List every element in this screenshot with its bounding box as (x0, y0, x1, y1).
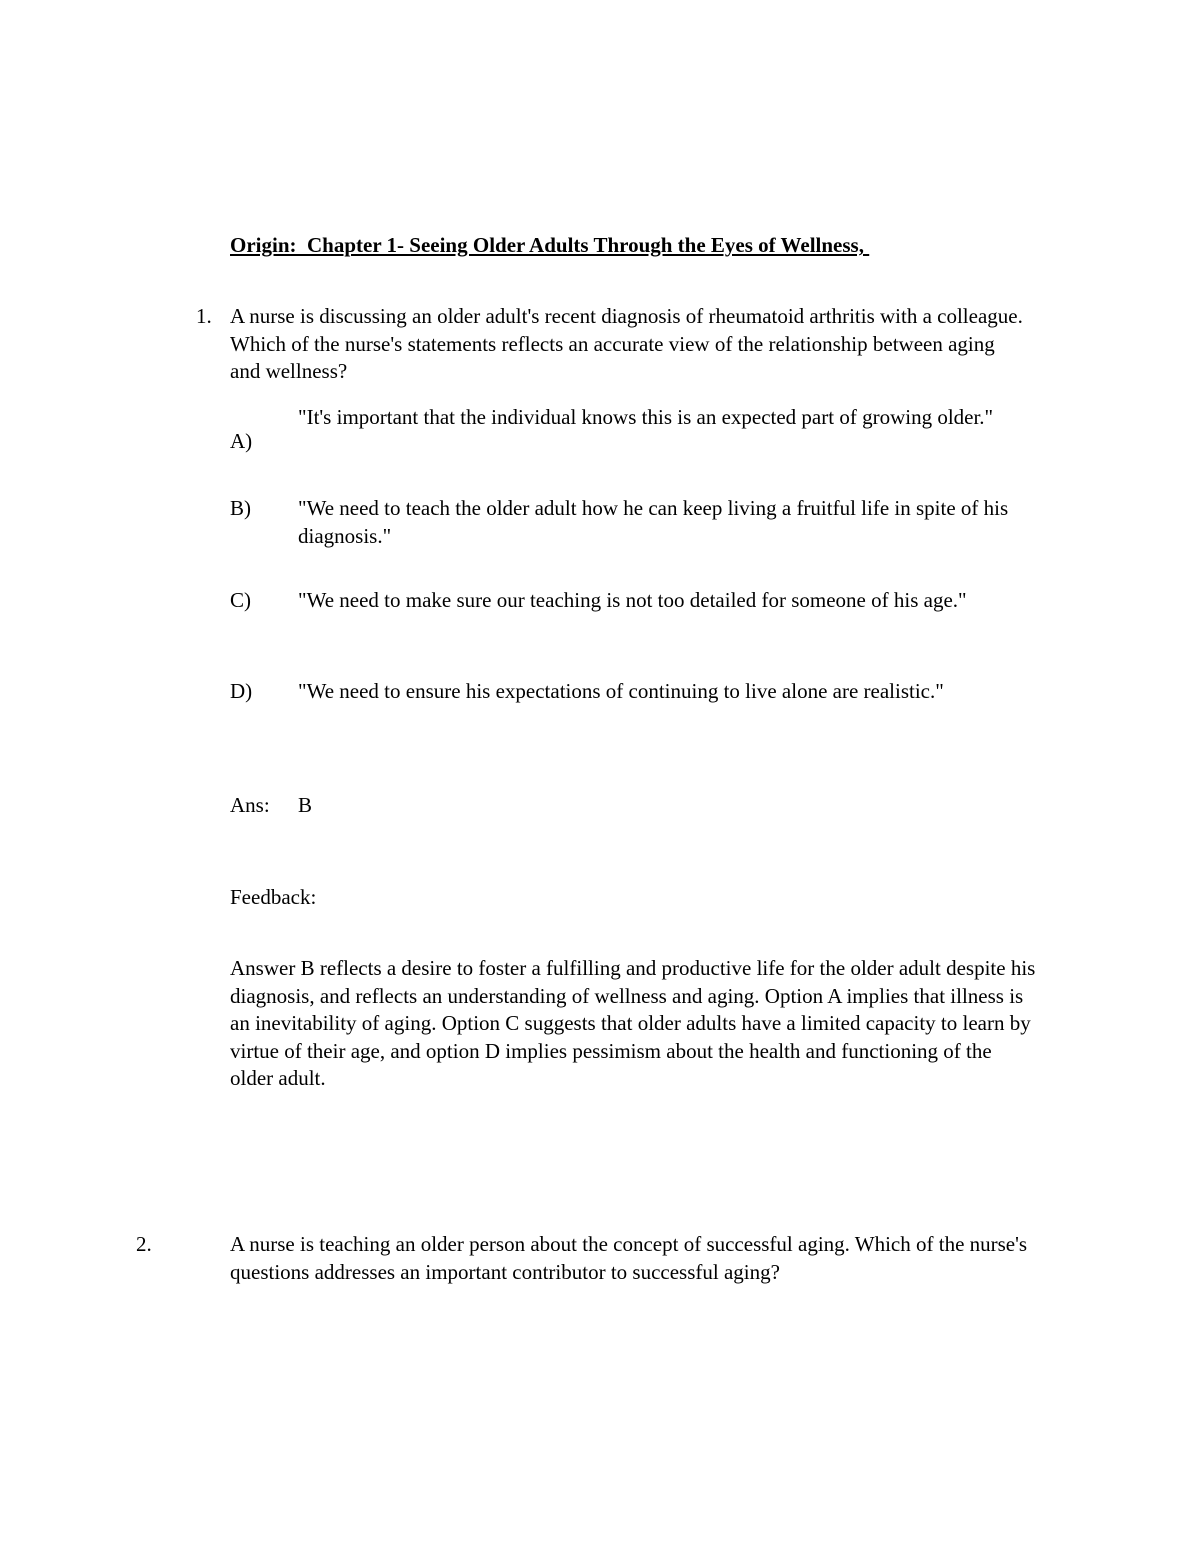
option-b-letter: B) (230, 496, 251, 520)
chapter-heading: Origin: Chapter 1- Seeing Older Adults Through the Eyes of Wellness, (230, 233, 870, 257)
option-d-text: "We need to ensure his expectations of continuing to live alone are realistic." (298, 679, 944, 703)
answer-label: Ans: (230, 793, 270, 817)
question-2-stem: A nurse is teaching an older person about the concept of successful aging. Which of the nurse's questions addresses an important contributor to successful aging? (230, 1232, 1028, 1284)
question-1-number: 1. (196, 304, 212, 328)
option-a-letter: A) (230, 429, 253, 453)
question-1-stem: A nurse is discussing an older adult's recent diagnosis of rheumatoid arthritis with a colleague. Which of the nurse's statements reflects an accurate view of the relationship between aging and wellness? (230, 304, 1023, 383)
option-b-text: "We need to teach the older adult how he can keep living a fruitful life in spite of his diagnosis." (298, 496, 1009, 548)
option-d-letter: D) (230, 679, 253, 703)
option-c-letter: C) (230, 588, 251, 612)
option-c-text: "We need to make sure our teaching is not too detailed for someone of his age." (298, 588, 967, 612)
answer-value: B (298, 793, 313, 817)
question-2-number: 2. (136, 1232, 152, 1256)
option-a-text: "It's important that the individual knows this is an expected part of growing older." (298, 405, 994, 429)
feedback-label: Feedback: (230, 885, 317, 909)
feedback-text: Answer B reflects a desire to foster a fulfilling and productive life for the older adult despite his diagnosis, and reflects an understanding of wellness and aging. Option A implies that illness is an inevitability of aging. Option C suggests that older adults have a limited capacity to learn by virtue of their age, and option D implies pessimism about the health and functioning of the older adult. (230, 956, 1036, 1090)
